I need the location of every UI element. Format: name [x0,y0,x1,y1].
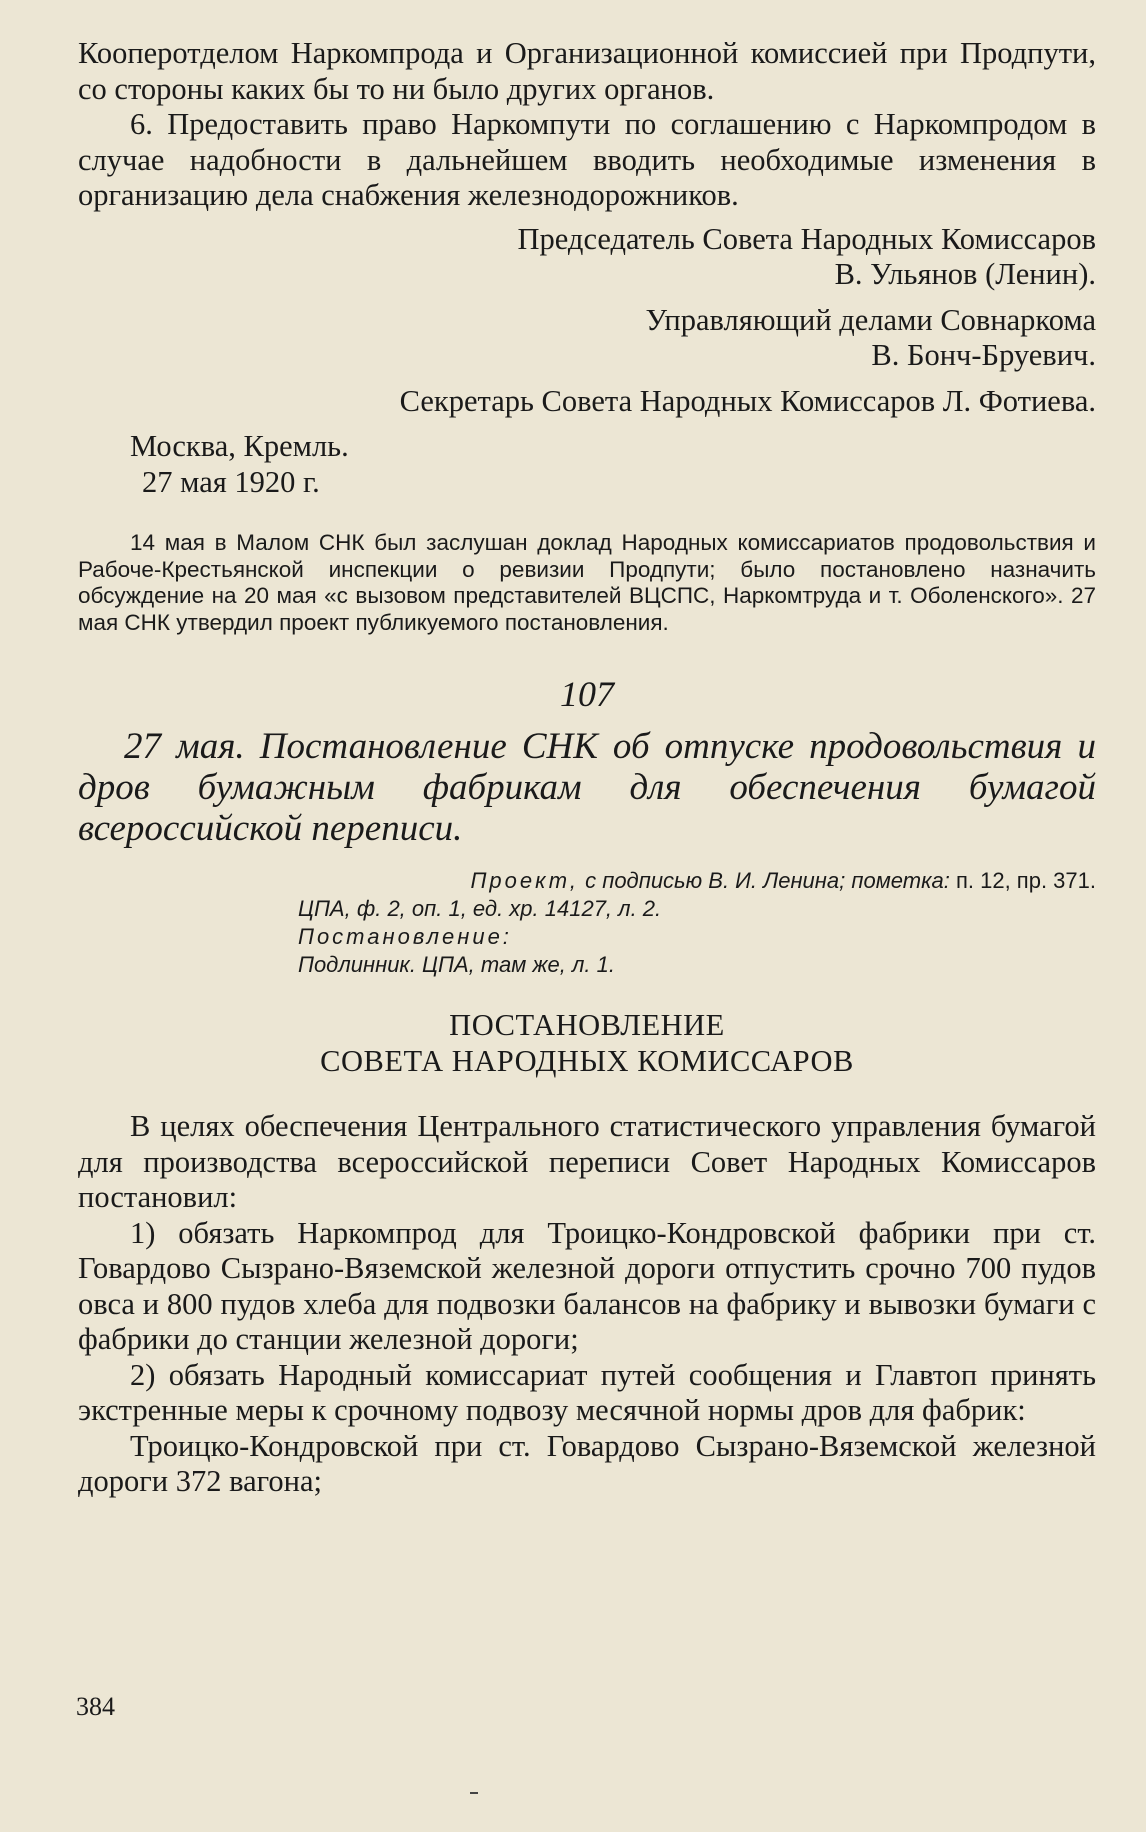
source-draft-text: с подписью В. И. Ленина; пометка: [585,868,950,893]
source-line-original: Подлинник. ЦПА, там же, л. 1. [298,952,615,977]
place-line: Москва, Кремль. [130,429,349,463]
resolution-heading-line2: СОВЕТА НАРОДНЫХ КОМИССАРОВ [320,1044,854,1078]
source-draft-mark: п. 12, пр. 371. [955,868,1096,893]
manager-title: Управляющий делами Совнаркома [645,302,1096,337]
paragraph-item-1: 1) обязать Наркомпрод для Троицко-Кондровской фабрики при ст. Говардово Сызрано-Вяземской железной дороги отпустить срочно 700 пудов овса и 800 пудов хлеба для подвозки балансов на фабрику и вывозки бумаги с фабрики до станции железной дороги; [78,1215,1096,1356]
secretary-signature: Секретарь Совета Народных Комиссаров Л. Фотиева. [399,383,1096,418]
document-title: 27 мая. Постановление СНК об отпуске продовольствия и дров бумажным фабрикам для обеспечения бумагой всероссийской переписи. [78,726,1096,849]
archive-sources [78,867,1096,979]
paragraph-continuation: Кооперотделом Наркомпрода и Организационной комиссией при Продпути, со стороны каких бы то ни было других органов. [78,36,1096,106]
page-number: 384 [76,1692,115,1721]
footer-dash [470,1792,478,1794]
document-number: 107 [560,674,614,714]
source-resolution-label: Постановление: [298,924,512,949]
chairman-name: В. Ульянов (Ленин). [834,257,1096,291]
paragraph-item-2: 2) обязать Народный комиссариат путей сообщения и Главтоп принять экстренные меры к срочному подвозу месячной нормы дров для фабрик: [78,1357,1096,1427]
resolution-heading-line1: ПОСТАНОВЛЕНИЕ [449,1008,725,1042]
signatures [78,222,1096,420]
manager-name: В. Бонч-Бруевич. [871,338,1096,372]
editorial-note: 14 мая в Малом СНК был заслушан доклад Народных комиссариатов продовольствия и Рабоче-Крестьянской инспекции о ревизии Продпути; было постановлено назначить обсуждение на 20 мая «с вызовом представителей ВЦСПС, Наркомтруда и т. Оболенского». 27 мая СНК утвердил проект публикуемого постановления. [78,530,1096,635]
chairman-title: Председатель Совета Народных Комиссаров [517,221,1096,256]
paragraph-factory-list: Троицко-Кондровской при ст. Говардово Сызрано-Вяземской железной дороги 372 вагона; [78,1428,1096,1498]
source-line-draft [78,867,1096,895]
paragraph-item-6: 6. Предоставить право Наркомпути по соглашению с Наркомпродом в случае надобности в дальнейшем вводить необходимые изменения в организацию дела снабжения железнодорожников. [78,107,1096,212]
date-line: 27 мая 1920 г. [142,464,320,499]
source-line-resolution [78,923,1096,951]
source-draft-label: Проект, [470,868,579,893]
paragraph-preamble: В целях обеспечения Центрального статистического управления бумагой для производства всероссийской переписи Совет Народных Комиссаров постановил: [78,1109,1096,1214]
source-line-archive: ЦПА, ф. 2, оп. 1, ед. хр. 14127, л. 2. [298,896,662,921]
